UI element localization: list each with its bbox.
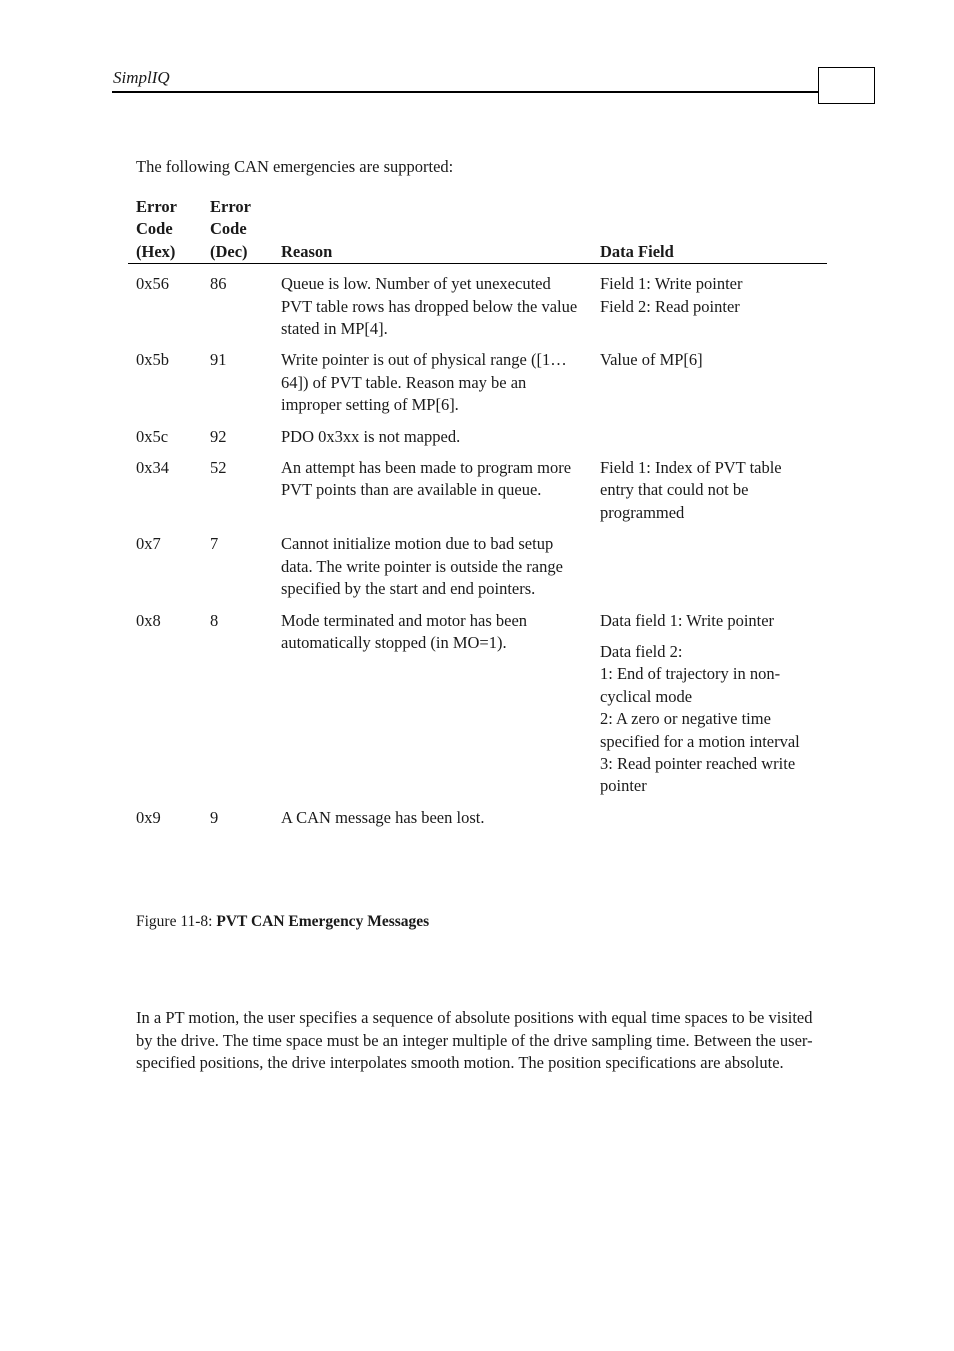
cell-hex: 0x34 [136,458,169,478]
data-field-text: Field 1: Write pointer Field 2: Read pointer [600,274,743,316]
cell-dec: 8 [210,610,219,630]
cell-reason: Write pointer is out of physical range ([1…64]) of PVT table. Reason may be an improper setting of MP[6]. [281,350,567,415]
cell-data-field [592,340,827,416]
figure-caption [136,913,429,931]
cell-dec: 9 [210,807,219,827]
column-header-data-field: Data Field [592,196,827,264]
cell-data-field [592,264,827,341]
column-header-dec: Error Code (Dec) [202,196,273,264]
cell-data-field [592,524,827,600]
cell-dec: 7 [210,534,219,554]
caption-title: PVT CAN Emergency Messages [216,913,430,930]
cell-reason: Queue is low. Number of yet unexecuted PVT table rows has dropped below the value stated in MP[4]. [281,274,578,339]
header-rule [112,91,819,93]
cell-dec: 86 [210,274,227,294]
table-row [128,340,827,416]
cell-dec: 92 [210,426,227,446]
cell-hex: 0x9 [136,807,161,827]
cell-data-field [592,417,827,448]
page-number-box [818,67,875,104]
data-field-text: Value of MP[6] [600,350,703,370]
cell-reason: Cannot initialize motion due to bad setup data. The write pointer is outside the range specified by the start and end pointers. [281,534,563,599]
cell-hex: 0x7 [136,534,161,554]
cell-data-field [592,798,827,829]
cell-data-field [592,601,827,798]
cell-hex: 0x5b [136,350,169,370]
body-paragraph: In a PT motion, the user specifies a sequence of absolute positions with equal time spaces to be visited by the drive. The time space must be an integer multiple of the drive sampling time. Between the user-specified positions, the drive interpolates smooth motion. The position specifications are absolute. [136,1008,813,1073]
table-row [128,264,827,341]
table-header-row [128,196,827,264]
table-row [128,798,827,829]
column-header-reason: Reason [273,196,592,264]
cell-reason: PDO 0x3xx is not mapped. [281,426,461,446]
table-row [128,524,827,600]
header-title: SimplIQ [113,68,170,87]
cell-hex: 0x56 [136,274,169,294]
table-row [128,448,827,524]
can-emergency-table [128,196,827,829]
cell-reason: Mode terminated and motor has been automatically stopped (in MO=1). [281,610,528,652]
table-row [128,417,827,448]
data-field-text: Field 1: Index of PVT table entry that could not be programmed [600,458,782,522]
cell-reason: An attempt has been made to program more PVT points than are available in queue. [281,458,572,500]
cell-hex: 0x5c [136,426,169,446]
cell-hex: 0x8 [136,610,161,630]
table-row [128,601,827,798]
intro-text: The following CAN emergencies are supported: [136,157,454,176]
data-field-text: Data field 1: Write pointer [600,610,775,630]
cell-dec: 91 [210,350,227,370]
cell-reason: A CAN message has been lost. [281,807,485,827]
column-header-hex: Error Code (Hex) [128,196,202,264]
cell-data-field [592,448,827,524]
data-field-text: Data field 2: 1: End of trajectory in non-cyclical mode 2: A zero or negative time specified for a motion interval 3: Read pointer reached write pointer [600,641,800,796]
cell-dec: 52 [210,458,227,478]
caption-prefix: Figure 11-8: [136,913,217,930]
